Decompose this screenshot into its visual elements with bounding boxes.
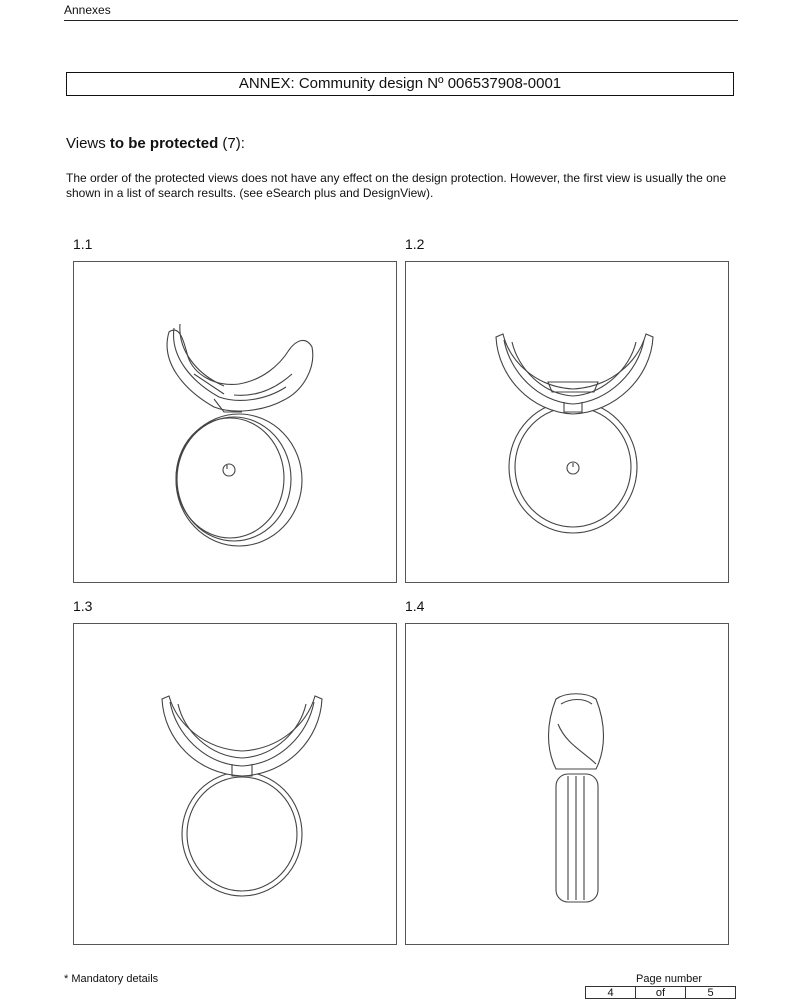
- page-total: 5: [685, 986, 736, 999]
- page-current: 4: [585, 986, 636, 999]
- view-label-1-3: 1.3: [73, 598, 93, 614]
- annex-title: ANNEX: Community design Nº 006537908-0001: [66, 72, 734, 96]
- views-heading-prefix: Views: [66, 135, 110, 152]
- view-frame-1-1: [73, 261, 397, 583]
- views-heading: [66, 135, 245, 152]
- view-label-1-1: 1.1: [73, 236, 93, 252]
- page-of: of: [635, 986, 686, 999]
- view-drawing-1-1: [74, 262, 396, 582]
- view-drawing-1-3: [74, 624, 396, 944]
- mandatory-details-note: * Mandatory details: [64, 973, 159, 985]
- view-frame-1-3: [73, 623, 397, 945]
- page-number-table: [586, 986, 736, 999]
- views-heading-bold: to be protected: [109, 135, 219, 152]
- view-frame-1-2: [405, 261, 729, 583]
- view-drawing-1-2: [406, 262, 728, 582]
- view-drawing-1-4: [406, 624, 728, 944]
- header-divider: [64, 20, 738, 21]
- view-label-1-4: 1.4: [405, 598, 425, 614]
- views-heading-suffix: (7):: [218, 135, 245, 152]
- view-label-1-2: 1.2: [405, 236, 425, 252]
- page-number-label: Page number: [636, 973, 703, 985]
- view-frame-1-4: [405, 623, 729, 945]
- header-section-label: Annexes: [64, 3, 111, 17]
- intro-paragraph: The order of the protected views does not have any effect on the design protection. However, the first view is usually the one shown in a list of search results. (see eSearch plus and DesignView).: [66, 171, 727, 200]
